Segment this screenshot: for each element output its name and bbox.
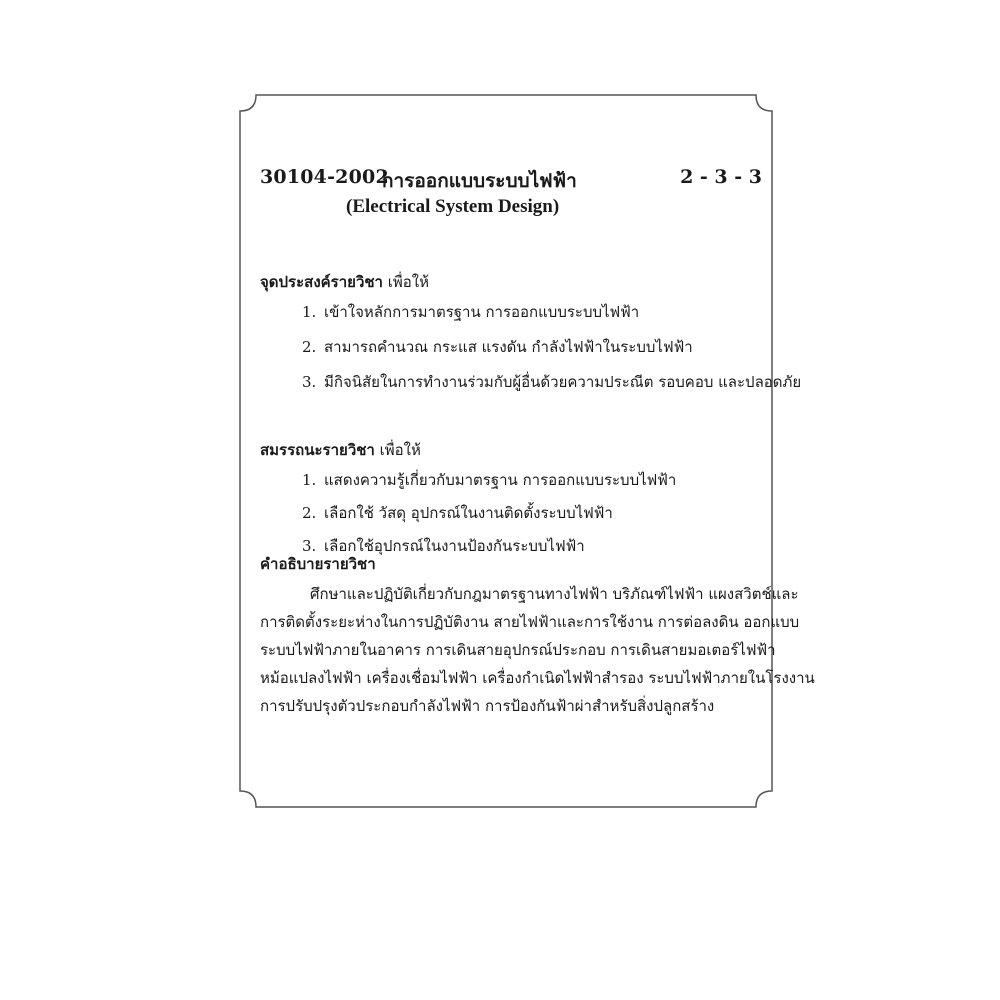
description-line: ศึกษาและปฏิบัติเกี่ยวกับกฎมาตรฐานทางไฟฟ้า บริภัณฑ์ไฟฟ้า แผงสวิตช์และ (310, 585, 799, 603)
description-line: หม้อแปลงไฟฟ้า เครื่องเชื่อมไฟฟ้า เครื่องกำเนิดไฟฟ้าสำรอง ระบบไฟฟ้าภายในโรงงาน (260, 669, 815, 687)
list-item (260, 372, 802, 392)
description-title: คำอธิบายรายวิชา (260, 555, 376, 573)
list-item (260, 302, 780, 322)
course-name-thai: การออกแบบระบบไฟฟ้า (382, 170, 577, 192)
item-text: มีกิจนิสัยในการทำงานร่วมกับผู้อื่นด้วยความประณีต รอบคอบ และปลอดภัย (324, 373, 802, 391)
objectives-list (260, 302, 802, 392)
competencies-title: สมรรถนะรายวิชา (260, 441, 375, 459)
item-number: 2. (302, 504, 317, 522)
item-text: แสดงความรู้เกี่ยวกับมาตรฐาน การออกแบบระบบไฟฟ้า (324, 471, 677, 489)
course-credits: 2 - 3 - 3 (680, 166, 762, 188)
objectives-title: จุดประสงค์รายวิชา (260, 273, 383, 291)
objectives-section (260, 272, 802, 392)
item-number: 2. (302, 338, 317, 356)
description-line: การปรับปรุงตัวประกอบกำลังไฟฟ้า การป้องกันฟ้าผ่าสำหรับสิ่งปลูกสร้าง (260, 697, 715, 715)
course-header (260, 166, 762, 217)
competencies-suffix: เพื่อให้ (379, 441, 421, 459)
course-code: 30104-2002 (260, 166, 389, 188)
course-content (260, 166, 815, 715)
item-text: สามารถคำนวณ กระแส แรงดัน กำลังไฟฟ้าในระบบไฟฟ้า (324, 338, 693, 356)
list-item (260, 470, 780, 490)
description-section (260, 554, 815, 720)
item-text: เลือกใช้อุปกรณ์ในงานป้องกันระบบไฟฟ้า (324, 537, 585, 555)
list-item (260, 536, 780, 556)
item-number: 3. (302, 537, 317, 555)
item-text: เข้าใจหลักการมาตรฐาน การออกแบบระบบไฟฟ้า (324, 303, 640, 321)
description-line: ระบบไฟฟ้าภายในอาคาร การเดินสายอุปกรณ์ประกอบ การเดินสายมอเตอร์ไฟฟ้า (260, 641, 776, 659)
competencies-section (260, 440, 780, 556)
course-name-english: (Electrical System Design) (346, 196, 560, 217)
description-line: การติดตั้งระยะห่างในการปฏิบัติงาน สายไฟฟ้าและการใช้งาน การต่อลงดิน ออกแบบ (260, 613, 800, 631)
list-item (260, 337, 780, 357)
objectives-suffix: เพื่อให้ (387, 273, 430, 291)
item-number: 3. (302, 373, 317, 391)
competencies-list (260, 470, 780, 556)
list-item (260, 503, 780, 523)
description-text (260, 580, 815, 720)
item-number: 1. (302, 471, 317, 489)
objectives-heading (260, 272, 780, 292)
item-number: 1. (302, 303, 317, 321)
item-text: เลือกใช้ วัสดุ อุปกรณ์ในงานติดตั้งระบบไฟฟ้า (324, 504, 613, 522)
competencies-heading (260, 440, 780, 460)
